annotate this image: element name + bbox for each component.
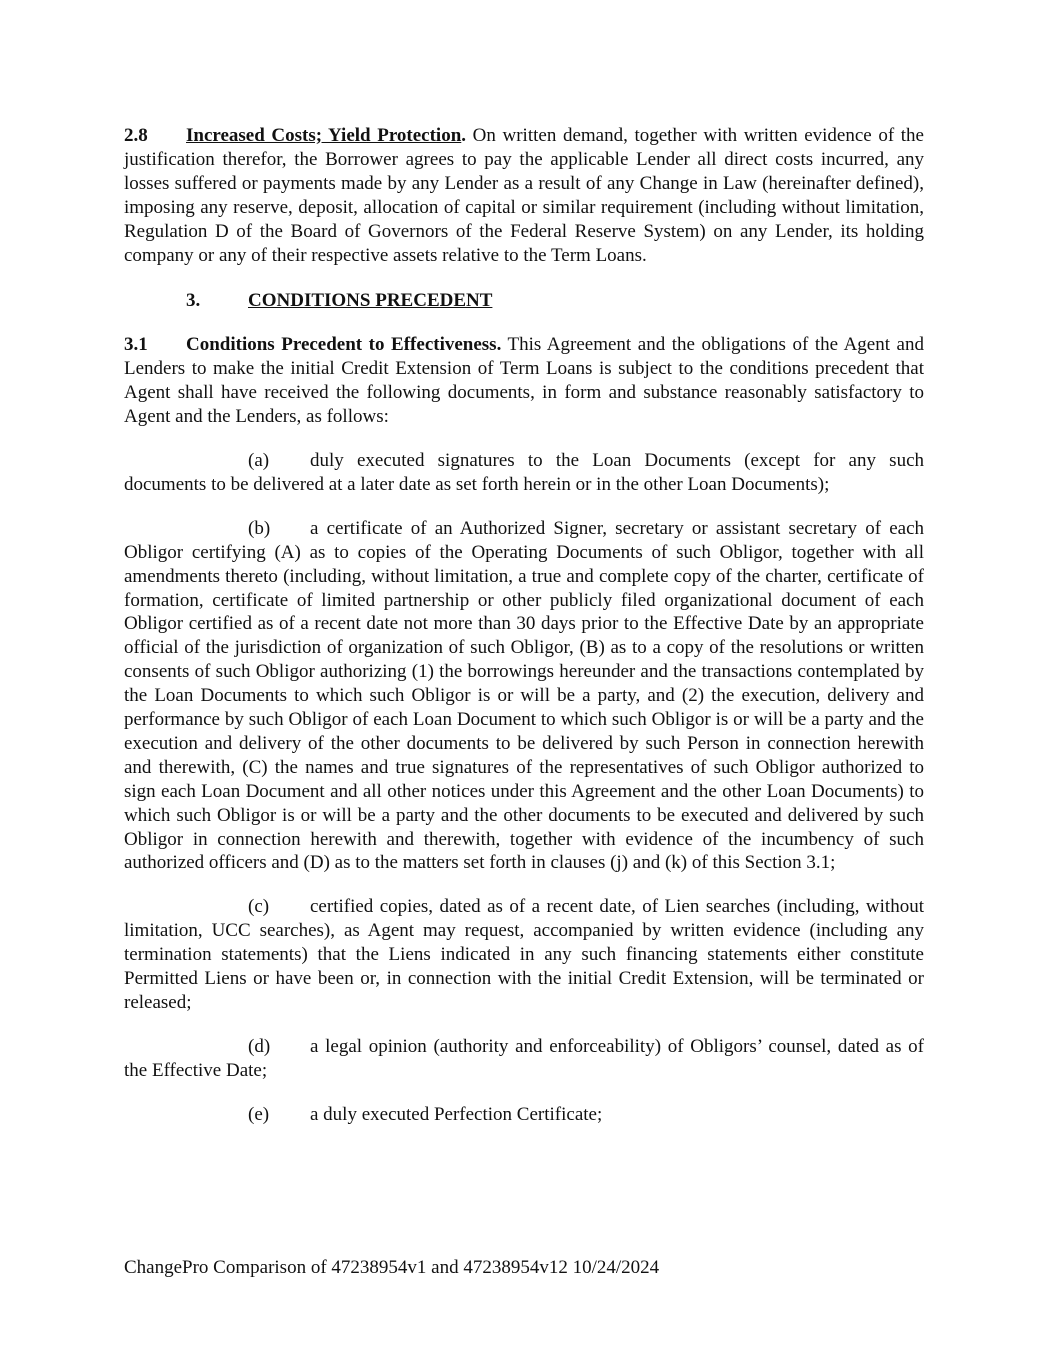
- clause-c: [124, 895, 924, 1015]
- article-3-heading: [124, 289, 924, 313]
- page-footer: ChangePro Comparison of 47238954v1 and 47238954v12 10/24/2024: [124, 1257, 660, 1278]
- clause-e: [124, 1103, 924, 1127]
- clause-e-label: (e): [248, 1103, 270, 1125]
- article-3-title: CONDITIONS PRECEDENT: [248, 290, 493, 312]
- clause-c-text: certified copies, dated as of a recent date, of Lien searches (including, without limitation, UCC searches), as Agent may request, accompanied by written evidence (including any termination statements) that the Liens indicated in any such financing statements either constitute Permitted Liens or have been or, in connection with the initial Credit Extension, will be terminated or released;: [124, 896, 924, 1013]
- section-2-8-number: 2.8: [124, 125, 148, 146]
- clause-b: [124, 517, 924, 876]
- section-3-1-body: This Agreement and the obligations of the Agent and Lenders to make the initial Credit Extension of Term Loans is subject to the conditions precedent that Agent shall have received the following documents, in form and substance reasonably satisfactory to Agent and the Lenders, as follows:: [124, 334, 924, 428]
- clause-d-label: (d): [248, 1035, 271, 1057]
- section-2-8-paragraph: [124, 124, 924, 267]
- clause-b-text: a certificate of an Authorized Signer, secretary or assistant secretary of each Obligor certifying (A) as to copies of the Operating Documents of such Obligor, together with all amendments thereto (including, without limitation, a true and complete copy of the charter, certificate of formation, certificate of limited partnership or other publicly filed organizational document of each Obligor certified as of a recent date not more than 30 days prior to the Effective Date by an appropriate official of the jurisdiction of organization of such Obligor, (B) as to a copy of the resolutions or written consents of such Obligor authorizing (1) the borrowings hereunder and the transactions contemplated by the Loan Documents to which such Obligor is or will be a party, and (2) the execution, delivery and performance by such Obligor of each Loan Document to which such Obligor is or will be a party and the execution and delivery of the other documents to be delivered by such Person in connection herewith and therewith, (C) the names and true signatures of the representatives of such Obligor authorized to sign each Loan Document and all other notices under this Agreement and the other Loan Documents) to which such Obligor is or will be a party and the other documents to be executed and delivered by such Obligor in connection herewith and therewith, together with evidence of the incumbency of such authorized officers and (D) as to the matters set forth in clauses (j) and (k) of this Section 3.1;: [124, 517, 924, 874]
- clause-d-text: a legal opinion (authority and enforceability) of Obligors’ counsel, dated as of the Effective Date;: [124, 1035, 924, 1081]
- clause-c-label: (c): [248, 896, 270, 918]
- clause-a-text: duly executed signatures to the Loan Documents (except for any such documents to be delivered at a later date as set forth herein or in the other Loan Documents);: [124, 449, 924, 495]
- section-2-8-title-period: .: [461, 125, 467, 146]
- clause-d: [124, 1035, 924, 1083]
- section-2-8-title: Increased Costs; Yield Protection: [186, 125, 462, 146]
- clause-b-label: (b): [248, 517, 271, 539]
- document-page: [124, 124, 924, 1127]
- clause-a: [124, 449, 924, 497]
- article-3-number: 3.: [186, 290, 201, 312]
- clause-a-label: (a): [248, 449, 270, 471]
- section-3-1-paragraph: [124, 333, 924, 429]
- section-3-1-title: Conditions Precedent to Effectiveness.: [186, 334, 502, 356]
- section-3-1-number: 3.1: [124, 334, 148, 356]
- section-2-8-body: On written demand, together with written evidence of the justification therefor, the Borrower agrees to pay the applicable Lender all direct costs incurred, any losses suffered or payments made by any Lender as a result of any Change in Law (hereinafter defined), imposing any reserve, deposit, allocation of capital or similar requirement (including without limitation, Regulation D of the Board of Governors of the Federal Reserve System) on any Lender, its holding company or any of their respective assets relative to the Term Loans.: [124, 125, 924, 266]
- clause-e-text: a duly executed Perfection Certificate;: [310, 1103, 603, 1125]
